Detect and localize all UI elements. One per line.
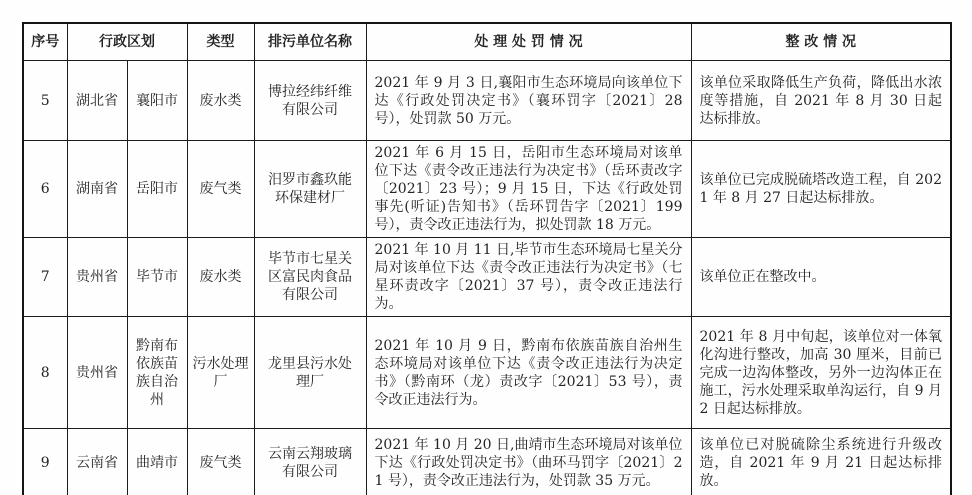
header-unit: 排污单位名称 — [254, 23, 366, 61]
header-region: 行政区划 — [67, 23, 187, 61]
cell-type: 废水类 — [187, 61, 254, 141]
cell-rectification: 该单位已对脱硫除尘系统进行升级改造，自 2021 年 9 月 21 日起达标排放。 — [691, 429, 951, 495]
cell-unit: 博拉经纬纤维有限公司 — [254, 61, 366, 141]
cell-rectification: 该单位正在整改中。 — [691, 238, 951, 317]
table-row — [23, 61, 951, 141]
cell-province: 湖南省 — [67, 141, 127, 238]
cell-rectification: 2021 年 8 月中旬起，该单位对一体氧化沟进行整改，加高 30 厘米，目前已完成一边沟体整改，另外一边沟体正在施工，污水处理采取单沟运行，自 9 月 2 日起达标排放。 — [691, 317, 951, 429]
cell-type: 污水处理厂 — [187, 317, 254, 429]
cell-punishment: 2021 年 10 月 9 日，黔南布依族苗族自治州生态环境局对该单位下达《责令改正违法行为决定书》（黔南环（龙）责改字〔2021〕53 号），责令改正违法行为。 — [366, 317, 691, 429]
cell-type: 废气类 — [187, 429, 254, 495]
cell-city: 黔南布依族苗族自治州 — [127, 317, 187, 429]
cell-province: 云南省 — [67, 429, 127, 495]
header-type: 类型 — [187, 23, 254, 61]
table-row — [23, 317, 951, 429]
cell-index: 8 — [23, 317, 67, 429]
cell-city: 毕节市 — [127, 238, 187, 317]
cell-rectification: 该单位已完成脱硫塔改造工程，自 2021 年 8 月 27 日起达标排放。 — [691, 141, 951, 238]
cell-index: 7 — [23, 238, 67, 317]
cell-unit: 龙里县污水处理厂 — [254, 317, 366, 429]
cell-type: 废气类 — [187, 141, 254, 238]
table-row — [23, 429, 951, 495]
cell-province: 湖北省 — [67, 61, 127, 141]
table-header-row — [23, 23, 951, 61]
cell-index: 9 — [23, 429, 67, 495]
table-row — [23, 238, 951, 317]
table-row — [23, 141, 951, 238]
header-rectification: 整 改 情 况 — [691, 23, 951, 61]
cell-unit: 汨罗市鑫玖能环保建材厂 — [254, 141, 366, 238]
penalty-rectification-table — [22, 22, 952, 495]
cell-province: 贵州省 — [67, 317, 127, 429]
cell-rectification: 该单位采取降低生产负荷，降低出水浓度等措施，自 2021 年 8 月 30 日起达标排放。 — [691, 61, 951, 141]
cell-punishment: 2021 年 10 月 11 日,毕节市生态环境局七星关分局对该单位下达《责令改正违法行为决定书》（七星环责改字〔2021〕37 号），责令改正违法行为。 — [366, 238, 691, 317]
cell-province: 贵州省 — [67, 238, 127, 317]
cell-city: 曲靖市 — [127, 429, 187, 495]
header-punishment: 处 理 处 罚 情 况 — [366, 23, 691, 61]
cell-index: 6 — [23, 141, 67, 238]
cell-punishment: 2021 年 6 月 15 日，岳阳市生态环境局对该单位下达《责令改正违法行为决定书》（岳环责改字〔2021〕23 号）；9 月 15 日，下达《行政处罚事先(听证)告知书》（岳环罚告字〔2021〕199 号），责令改正违法行为，拟处罚款 18 万元。 — [366, 141, 691, 238]
cell-punishment: 2021 年 9 月 3 日,襄阳市生态环境局向该单位下达《行政处罚决定书》（襄环罚字〔2021〕28 号），处罚款 50 万元。 — [366, 61, 691, 141]
cell-index: 5 — [23, 61, 67, 141]
cell-punishment: 2021 年 10 月 20 日,曲靖市生态环境局对该单位下达《行政处罚决定书》（曲环马罚字〔2021〕21 号），责令改正违法行为，处罚款 35 万元。 — [366, 429, 691, 495]
cell-city: 岳阳市 — [127, 141, 187, 238]
cell-unit: 毕节市七星关区富民肉食品有限公司 — [254, 238, 366, 317]
cell-city: 襄阳市 — [127, 61, 187, 141]
cell-type: 废水类 — [187, 238, 254, 317]
header-index: 序号 — [23, 23, 67, 61]
cell-unit: 云南云翔玻璃有限公司 — [254, 429, 366, 495]
